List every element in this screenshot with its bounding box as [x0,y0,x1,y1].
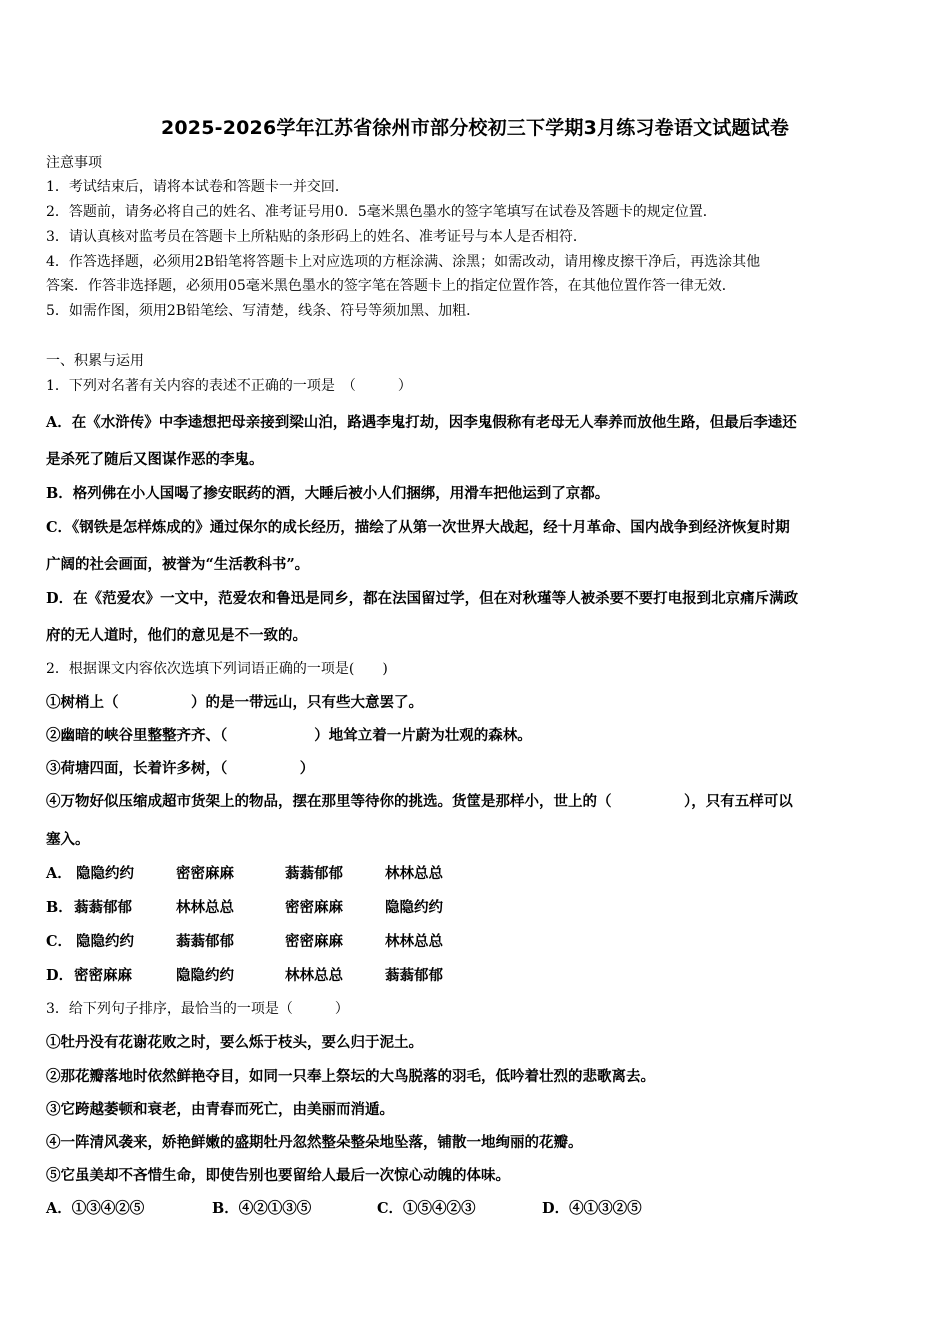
q3-sentence-1: ①牡丹没有花谢花败之时，要么烁于枝头，要么归于泥土。 [46,1034,423,1051]
notice-item: 5．如需作图，须用2B铅笔绘、写清楚，线条、符号等须加黑、加粗． [46,303,481,319]
notice-item: 2．答题前，请务必将自己的姓名、准考证号用0．5毫米黑色墨水的签字笔填写在试卷及答题卡的规定位置． [46,204,717,220]
option-text: ④②①③⑤ [238,1200,312,1217]
q3-option-a [46,1197,144,1218]
option-word: 蓊蓊郁郁 [385,967,443,984]
q2-sentence-4: ④万物好似压缩成超市货架上的物品，摆在那里等待你的挑选。货筐是那样小，世上的（ ），只有五样可以 [46,793,793,810]
option-letter: D． [46,967,74,984]
q1-option-c-cont: 广阔的社会画面，被誉为“生活教科书”。 [46,556,310,573]
q2-sentence-1: ①树梢上（ ）的是一带远山，只有些大意罢了。 [46,694,423,711]
q1-option-a: A．在《水浒传》中李逵想把母亲接到梁山泊，路遇李鬼打劫，因李鬼假称有老母无人奉养而放他生路，但最后李逵还 [46,414,797,431]
option-letter: D． [542,1200,570,1217]
option-word: 隐隐约约 [176,967,234,984]
option-text: ①③④②⑤ [71,1200,145,1217]
option-letter: A． [46,1200,72,1217]
option-text: ④①③②⑤ [569,1200,642,1217]
q3-option-d [542,1197,642,1218]
q2-option-d [46,964,443,985]
option-letter: C． [377,1200,404,1217]
q3-sentence-4: ④一阵清风袭来，娇艳鲜嫩的盛期牡丹忽然整朵整朵地坠落，铺散一地绚丽的花瓣。 [46,1134,583,1151]
option-letter: B． [212,1200,239,1217]
option-word: 林林总总 [385,865,443,882]
question-1-stem: 1．下列对名著有关内容的表述不正确的一项是 （ ） [46,378,412,394]
option-word: 林林总总 [285,967,343,984]
q3-sentence-2: ②那花瓣落地时依然鲜艳夺目，如同一只奉上祭坛的大鸟脱落的羽毛，低吟着壮烈的悲歌离去。 [46,1068,655,1085]
q2-sentence-2: ②幽暗的峡谷里整整齐齐、（ ）地耸立着一片蔚为壮观的森林。 [46,727,532,744]
option-letter: C． [46,933,73,950]
option-letter: B． [46,899,73,916]
option-word: 林林总总 [176,899,234,916]
option-letter: A． [46,865,72,882]
q2-sentence-4-cont: 塞入。 [46,831,90,848]
q3-sentence-5: ⑤它虽美却不吝惜生命，即使告别也要留给人最后一次惊心动魄的体味。 [46,1167,510,1184]
question-2-stem: 2．根据课文内容依次选填下列词语正确的一项是( ) [46,661,388,677]
notice-item: 4．作答选择题，必须用2B铅笔将答题卡上对应选项的方框涂满、涂黑；如需改动，请用橡皮擦干净后，再选涂其他 [46,254,761,270]
question-3-stem: 3．给下列句子排序，最恰当的一项是（ ） [46,1001,349,1017]
q1-option-d-cont: 府的无人道时，他们的意见是不一致的。 [46,627,307,644]
section-heading: 一、积累与运用 [46,353,144,369]
option-text: ①⑤④②③ [403,1200,476,1217]
q1-option-a-cont: 是杀死了随后又图谋作恶的李鬼。 [46,451,264,468]
option-word: 密密麻麻 [285,899,343,916]
q1-option-c: C．《钢铁是怎样炼成的》通过保尔的成长经历，描绘了从第一次世界大战起，经十月革命、国内战争到经济恢复时期 [46,519,790,536]
q2-option-a [46,862,443,883]
q3-sentence-3: ③它跨越萎顿和衰老，由青春而死亡，由美丽而消遁。 [46,1101,394,1118]
q1-option-b: B．格列佛在小人国喝了掺安眠药的酒，大睡后被小人们捆绑，用滑车把他运到了京都。 [46,485,610,502]
q1-option-d: D．在《范爱农》一文中，范爱农和鲁迅是同乡，都在法国留过学，但在对秋瑾等人被杀要不要打电报到北京痛斥满政 [46,590,799,607]
notice-item: 答案．作答非选择题，必须用05毫米黑色墨水的签字笔在答题卡上的指定位置作答，在其他位置作答一律无效． [46,278,736,294]
option-word: 蓊蓊郁郁 [176,933,234,950]
option-word: 隐隐约约 [76,933,134,950]
option-word: 隐隐约约 [385,899,443,916]
option-word: 隐隐约约 [76,865,134,882]
notice-item: 3．请认真核对监考员在答题卡上所粘贴的条形码上的姓名、准考证号与本人是否相符． [46,229,587,245]
q3-option-c [377,1197,476,1218]
notice-heading: 注意事项 [46,155,102,171]
q2-sentence-3: ③荷塘四面，长着许多树，（ ） [46,760,315,777]
option-word: 密密麻麻 [176,865,234,882]
option-word: 蓊蓊郁郁 [285,865,343,882]
q2-option-b [46,896,443,917]
option-word: 林林总总 [385,933,443,950]
page-title: 2025-2026学年江苏省徐州市部分校初三下学期3月练习卷语文试题试卷 [160,117,790,139]
q2-option-c [46,930,443,951]
option-word: 密密麻麻 [285,933,343,950]
option-word: 蓊蓊郁郁 [74,899,132,916]
notice-item: 1．考试结束后，请将本试卷和答题卡一并交回． [46,179,349,195]
option-word: 密密麻麻 [74,967,132,984]
q3-option-b [212,1197,311,1218]
